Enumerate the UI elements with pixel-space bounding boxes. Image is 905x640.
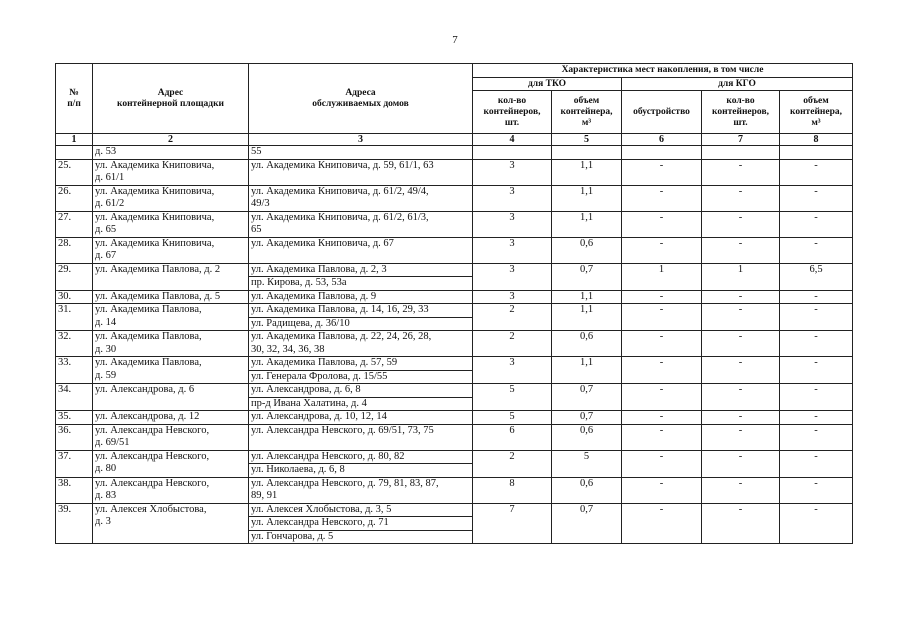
arrangement: - xyxy=(622,384,702,411)
site-address xyxy=(93,290,249,304)
table-row xyxy=(56,290,853,304)
site-address-line: ул. Александрова, д. 12 xyxy=(95,411,200,422)
site-address xyxy=(93,304,249,331)
kgo-volume: - xyxy=(780,290,853,304)
served-houses xyxy=(249,477,473,503)
kgo-count: 1 xyxy=(702,263,780,290)
table-row xyxy=(56,331,853,357)
served-houses xyxy=(249,263,473,290)
arrangement: - xyxy=(622,503,702,544)
row-number: 30. xyxy=(56,290,93,304)
tko-count: 8 xyxy=(473,477,552,503)
kgo-count: - xyxy=(702,450,780,477)
col-number: 2 xyxy=(93,134,249,146)
served-houses xyxy=(249,411,473,425)
served-house-line: ул. Академика Книповича, д. 59, 61/1, 63 xyxy=(251,159,434,171)
served-houses xyxy=(249,304,473,331)
kgo-volume: - xyxy=(780,304,853,331)
served-house-line: ул. Гончарова, д. 5 xyxy=(249,530,472,544)
tko-volume: 1,1 xyxy=(552,304,622,331)
table-body xyxy=(56,146,853,544)
served-house-line: пр-д Ивана Халатина, д. 4 xyxy=(249,397,472,411)
arrangement: - xyxy=(622,290,702,304)
arrangement: - xyxy=(622,304,702,331)
served-house-line: ул. Академика Книповича, д. 61/2, 61/3, xyxy=(251,211,429,223)
col-number: 7 xyxy=(702,134,780,146)
kgo-volume: - xyxy=(780,384,853,411)
arrangement: - xyxy=(622,185,702,211)
row-number: 37. xyxy=(56,450,93,477)
served-house-line: 30, 32, 34, 36, 38 xyxy=(251,343,325,355)
kgo-count: - xyxy=(702,304,780,331)
tko-volume: 0,7 xyxy=(552,503,622,544)
site-address-line: д. 14 xyxy=(95,316,117,328)
kgo-volume: - xyxy=(780,159,853,185)
column-number-row xyxy=(56,134,853,146)
kgo-volume: - xyxy=(780,424,853,450)
kgo-volume: - xyxy=(780,411,853,425)
arrangement: - xyxy=(622,331,702,357)
served-house-line: ул. Николаева, д. 6, 8 xyxy=(249,463,472,477)
kgo-volume xyxy=(780,146,853,160)
arrangement: - xyxy=(622,237,702,263)
row-number: 32. xyxy=(56,331,93,357)
kgo-count: - xyxy=(702,477,780,503)
site-address-line: ул. Александрова, д. 6 xyxy=(95,384,195,395)
table-row xyxy=(56,263,853,290)
arrangement: - xyxy=(622,357,702,384)
header-arrangement: обустройство xyxy=(622,91,702,134)
site-address-line: ул. Академика Павлова, xyxy=(95,357,202,368)
served-house-line: 65 xyxy=(251,224,262,235)
container-sites-table xyxy=(55,63,853,544)
site-address xyxy=(93,503,249,544)
kgo-count: - xyxy=(702,211,780,237)
table-row xyxy=(56,146,853,160)
table-row xyxy=(56,185,853,211)
arrangement: - xyxy=(622,477,702,503)
served-houses xyxy=(249,146,473,160)
site-address-line: ул. Академика Книповича, xyxy=(95,159,215,171)
header-kgo-count: кол-во контейнеров, шт. xyxy=(702,91,780,134)
header-tko-volume: объем контейнера, м³ xyxy=(552,91,622,134)
served-houses xyxy=(249,290,473,304)
site-address xyxy=(93,411,249,425)
tko-count: 3 xyxy=(473,263,552,290)
kgo-count: - xyxy=(702,290,780,304)
kgo-count: - xyxy=(702,424,780,450)
row-number: 27. xyxy=(56,211,93,237)
tko-count: 7 xyxy=(473,503,552,544)
kgo-volume: - xyxy=(780,450,853,477)
header-num: № п/п xyxy=(56,64,93,134)
row-number: 29. xyxy=(56,263,93,290)
row-number: 36. xyxy=(56,424,93,450)
header-kgo: для КГО xyxy=(622,78,853,91)
kgo-volume: - xyxy=(780,357,853,384)
site-address-line: д. 30 xyxy=(95,343,117,355)
site-address xyxy=(93,263,249,290)
kgo-count: - xyxy=(702,503,780,544)
row-number: 34. xyxy=(56,384,93,411)
tko-count: 5 xyxy=(473,384,552,411)
tko-volume: 1,1 xyxy=(552,185,622,211)
row-number: 33. xyxy=(56,357,93,384)
served-houses xyxy=(249,331,473,357)
row-number: 25. xyxy=(56,159,93,185)
col-number: 4 xyxy=(473,134,552,146)
arrangement: - xyxy=(622,211,702,237)
header-site-address: Адрес контейнерной площадки xyxy=(93,64,249,134)
served-house-line: ул. Академика Павлова, д. 22, 24, 26, 28, xyxy=(251,331,432,342)
kgo-volume: - xyxy=(780,477,853,503)
kgo-volume: - xyxy=(780,331,853,357)
served-house-line: пр. Кирова, д. 53, 53а xyxy=(249,276,472,290)
site-address xyxy=(93,477,249,503)
served-house-line: ул. Генерала Фролова, д. 15/55 xyxy=(249,370,472,384)
row-number: 38. xyxy=(56,477,93,503)
site-address-line: ул. Академика Павлова, xyxy=(95,304,202,315)
arrangement: 1 xyxy=(622,263,702,290)
site-address xyxy=(93,237,249,263)
served-houses xyxy=(249,424,473,450)
arrangement: - xyxy=(622,159,702,185)
site-address-line: ул. Алексея Хлобыстова, xyxy=(95,503,207,515)
site-address-line: д. 59 xyxy=(95,369,117,381)
tko-count: 5 xyxy=(473,411,552,425)
site-address-line: ул. Александра Невского, xyxy=(95,477,210,489)
row-number xyxy=(56,146,93,160)
site-address-line: д. 53 xyxy=(95,146,117,157)
kgo-volume: - xyxy=(780,503,853,544)
site-address xyxy=(93,185,249,211)
site-address xyxy=(93,384,249,411)
table-row xyxy=(56,477,853,503)
table-row xyxy=(56,503,853,544)
header-tko: для ТКО xyxy=(473,78,622,91)
site-address-line: д. 61/1 xyxy=(95,172,125,183)
table-row xyxy=(56,237,853,263)
page-number: 7 xyxy=(452,34,458,46)
tko-volume: 0,7 xyxy=(552,263,622,290)
tko-count: 2 xyxy=(473,331,552,357)
tko-volume: 5 xyxy=(552,450,622,477)
served-houses xyxy=(249,357,473,384)
site-address-line: ул. Академика Книповича, xyxy=(95,237,215,249)
header-kgo-volume: объем контейнера, м³ xyxy=(780,91,853,134)
kgo-count: - xyxy=(702,331,780,357)
arrangement: - xyxy=(622,424,702,450)
kgo-volume: - xyxy=(780,185,853,211)
site-address-line: ул. Александра Невского, xyxy=(95,450,210,462)
served-house-line: ул. Академика Павлова, д. 57, 59 xyxy=(251,357,398,368)
tko-volume: 1,1 xyxy=(552,211,622,237)
col-number: 1 xyxy=(56,134,93,146)
kgo-count: - xyxy=(702,159,780,185)
tko-count xyxy=(473,146,552,160)
served-house-line: ул. Академика Книповича, д. 67 xyxy=(251,237,394,249)
kgo-count: - xyxy=(702,237,780,263)
table-row xyxy=(56,211,853,237)
site-address-line: ул. Академика Павлова, д. 2 xyxy=(95,263,221,275)
tko-count: 2 xyxy=(473,304,552,331)
table-row xyxy=(56,424,853,450)
tko-count: 3 xyxy=(473,185,552,211)
row-number: 28. xyxy=(56,237,93,263)
served-house-line: ул. Академика Павлова, д. 2, 3 xyxy=(251,263,387,275)
tko-count: 3 xyxy=(473,211,552,237)
tko-volume: 1,1 xyxy=(552,290,622,304)
table-row xyxy=(56,411,853,425)
tko-volume: 0,6 xyxy=(552,424,622,450)
site-address-line: ул. Александра Невского, xyxy=(95,424,210,436)
site-address xyxy=(93,424,249,450)
tko-volume: 1,1 xyxy=(552,159,622,185)
table-row xyxy=(56,357,853,384)
site-address xyxy=(93,146,249,160)
table-row xyxy=(56,384,853,411)
row-number: 39. xyxy=(56,503,93,544)
site-address-line: д. 80 xyxy=(95,463,117,474)
kgo-count: - xyxy=(702,384,780,411)
site-address xyxy=(93,211,249,237)
kgo-volume: 6,5 xyxy=(780,263,853,290)
table-row xyxy=(56,304,853,331)
served-house-line: ул. Радищева, д. 36/10 xyxy=(249,317,472,331)
served-houses xyxy=(249,211,473,237)
table-header xyxy=(56,64,853,146)
tko-volume xyxy=(552,146,622,160)
table-row xyxy=(56,159,853,185)
site-address-line: ул. Академика Книповича, xyxy=(95,185,215,197)
served-house-line: ул. Алексея Хлобыстова, д. 3, 5 xyxy=(251,503,392,515)
header-characteristics: Характеристика мест накопления, в том числе xyxy=(473,64,853,78)
kgo-volume: - xyxy=(780,237,853,263)
arrangement xyxy=(622,146,702,160)
site-address-line: ул. Академика Павлова, д. 5 xyxy=(95,290,221,302)
site-address xyxy=(93,331,249,357)
tko-count: 3 xyxy=(473,159,552,185)
served-house-line: ул. Академика Павлова, д. 14, 16, 29, 33 xyxy=(251,304,429,315)
arrangement: - xyxy=(622,411,702,425)
served-houses xyxy=(249,159,473,185)
tko-volume: 0,7 xyxy=(552,384,622,411)
served-houses xyxy=(249,237,473,263)
served-house-line: ул. Александрова, д. 10, 12, 14 xyxy=(251,411,387,422)
header-houses-address: Адреса обслуживаемых домов xyxy=(249,64,473,134)
kgo-count: - xyxy=(702,185,780,211)
col-number: 5 xyxy=(552,134,622,146)
row-number: 26. xyxy=(56,185,93,211)
served-house-line: ул. Академика Книповича, д. 61/2, 49/4, xyxy=(251,185,429,197)
tko-volume: 1,1 xyxy=(552,357,622,384)
site-address-line: д. 83 xyxy=(95,490,117,501)
served-house-line: ул. Александра Невского, д. 69/51, 73, 75 xyxy=(251,424,434,436)
site-address-line: д. 61/2 xyxy=(95,198,125,209)
tko-count: 3 xyxy=(473,290,552,304)
tko-count: 3 xyxy=(473,237,552,263)
row-number: 31. xyxy=(56,304,93,331)
col-number: 8 xyxy=(780,134,853,146)
site-address-line: ул. Академика Павлова, xyxy=(95,331,202,342)
arrangement: - xyxy=(622,450,702,477)
kgo-count: - xyxy=(702,411,780,425)
tko-volume: 0,7 xyxy=(552,411,622,425)
served-house-line: ул. Академика Павлова, д. 9 xyxy=(251,290,377,302)
row-number: 35. xyxy=(56,411,93,425)
served-houses xyxy=(249,503,473,544)
tko-volume: 0,6 xyxy=(552,237,622,263)
served-houses xyxy=(249,384,473,411)
served-house-line: ул. Александра Невского, д. 79, 81, 83, 87, xyxy=(251,477,439,489)
served-house-line: 55 xyxy=(251,146,262,157)
served-house-line: 49/3 xyxy=(251,198,270,209)
served-house-line: ул. Александрова, д. 6, 8 xyxy=(251,384,361,395)
kgo-volume: - xyxy=(780,211,853,237)
tko-volume: 0,6 xyxy=(552,477,622,503)
table-row xyxy=(56,450,853,477)
col-number: 3 xyxy=(249,134,473,146)
kgo-count: - xyxy=(702,357,780,384)
served-houses xyxy=(249,185,473,211)
served-house-line: ул. Александра Невского, д. 71 xyxy=(249,516,472,530)
served-house-line: ул. Александра Невского, д. 80, 82 xyxy=(251,450,405,462)
tko-volume: 0,6 xyxy=(552,331,622,357)
served-house-line: 89, 91 xyxy=(251,490,278,501)
header-tko-count: кол-во контейнеров, шт. xyxy=(473,91,552,134)
col-number: 6 xyxy=(622,134,702,146)
site-address-line: д. 69/51 xyxy=(95,437,130,448)
site-address xyxy=(93,450,249,477)
tko-count: 3 xyxy=(473,357,552,384)
served-houses xyxy=(249,450,473,477)
kgo-count xyxy=(702,146,780,160)
site-address-line: д. 65 xyxy=(95,224,117,235)
tko-count: 6 xyxy=(473,424,552,450)
site-address-line: ул. Академика Книповича, xyxy=(95,211,215,223)
site-address xyxy=(93,357,249,384)
tko-count: 2 xyxy=(473,450,552,477)
site-address xyxy=(93,159,249,185)
site-address-line: д. 67 xyxy=(95,250,117,261)
site-address-line: д. 3 xyxy=(95,516,111,527)
